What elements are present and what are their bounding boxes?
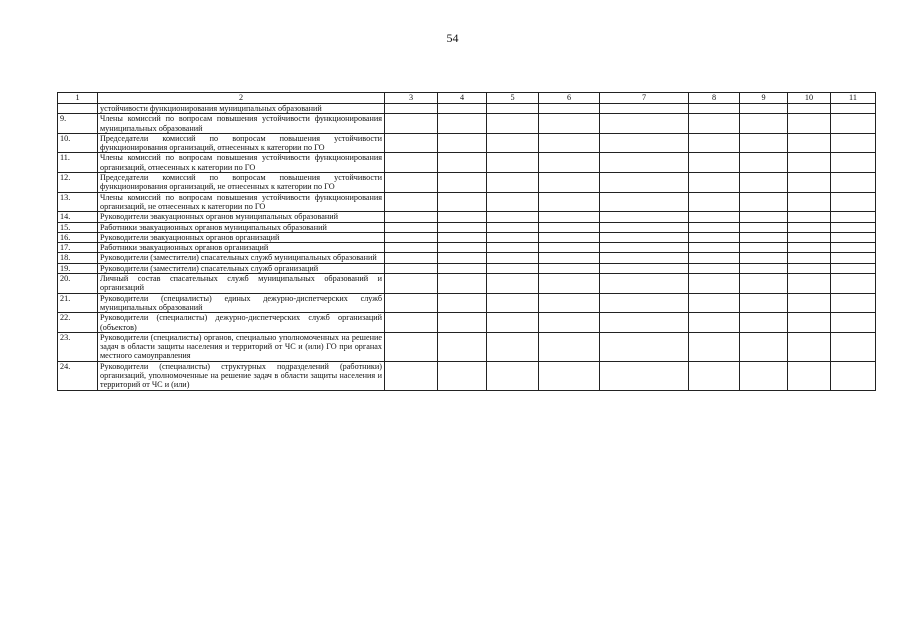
data-cell <box>600 192 689 212</box>
table-row <box>58 173 876 193</box>
header-row <box>58 93 876 104</box>
data-cell <box>487 232 539 242</box>
data-cell <box>689 253 740 263</box>
data-cell <box>487 274 539 294</box>
table-row <box>58 212 876 222</box>
data-cell <box>740 274 788 294</box>
data-cell <box>788 222 831 232</box>
data-cell <box>539 243 600 253</box>
row-number: 17. <box>58 243 98 253</box>
data-cell <box>438 232 487 242</box>
data-cell <box>740 173 788 193</box>
data-cell <box>689 361 740 390</box>
column-header: 3 <box>385 93 438 104</box>
data-cell <box>600 133 689 153</box>
table-row <box>58 293 876 313</box>
column-header: 1 <box>58 93 98 104</box>
data-cell <box>740 192 788 212</box>
data-cell <box>689 243 740 253</box>
table-row <box>58 232 876 242</box>
table-row <box>58 153 876 173</box>
table-row <box>58 361 876 390</box>
category-description: устойчивости функционирования муниципальных образований <box>98 104 385 114</box>
data-cell <box>539 313 600 333</box>
data-cell <box>487 293 539 313</box>
category-description: Руководители эвакуационных органов муниципальных образований <box>98 212 385 222</box>
data-cell <box>831 133 876 153</box>
data-cell <box>740 313 788 333</box>
category-description: Руководители (специалисты) органов, специально уполномоченных на решение задач в области защиты населения и территорий от ЧС и (или) ГО при органах местного самоуправления <box>98 332 385 361</box>
category-description: Председатели комиссий по вопросам повышения устойчивости функционирования организаций, отнесенных к категории по ГО <box>98 133 385 153</box>
data-cell <box>539 104 600 114</box>
category-description: Руководители эвакуационных органов организаций <box>98 232 385 242</box>
data-cell <box>600 313 689 333</box>
page-number: 54 <box>446 31 459 45</box>
data-cell <box>831 274 876 294</box>
data-cell <box>385 133 438 153</box>
row-number: 11. <box>58 153 98 173</box>
data-cell <box>385 232 438 242</box>
table-row <box>58 243 876 253</box>
data-cell <box>788 133 831 153</box>
data-cell <box>600 222 689 232</box>
data-cell <box>385 313 438 333</box>
data-cell <box>689 274 740 294</box>
table-row <box>58 222 876 232</box>
data-cell <box>385 173 438 193</box>
data-cell <box>831 293 876 313</box>
data-cell <box>385 222 438 232</box>
data-cell <box>831 332 876 361</box>
data-cell <box>788 104 831 114</box>
data-cell <box>438 293 487 313</box>
data-cell <box>539 274 600 294</box>
data-cell <box>740 114 788 134</box>
data-cell <box>487 173 539 193</box>
data-cell <box>487 222 539 232</box>
column-header: 8 <box>689 93 740 104</box>
data-cell <box>600 332 689 361</box>
data-cell <box>740 212 788 222</box>
data-cell <box>385 153 438 173</box>
data-cell <box>788 212 831 222</box>
table-row <box>58 274 876 294</box>
row-number: 10. <box>58 133 98 153</box>
data-cell <box>438 253 487 263</box>
data-cell <box>831 192 876 212</box>
table-row <box>58 114 876 134</box>
data-cell <box>539 153 600 173</box>
data-cell <box>689 212 740 222</box>
data-cell <box>438 173 487 193</box>
data-cell <box>600 243 689 253</box>
category-description: Члены комиссий по вопросам повышения устойчивости функционирования организаций, отнесенных к категории по ГО <box>98 153 385 173</box>
table-body <box>58 104 876 391</box>
data-cell <box>487 332 539 361</box>
data-cell <box>539 212 600 222</box>
data-cell <box>487 243 539 253</box>
data-cell <box>539 232 600 242</box>
data-cell <box>438 104 487 114</box>
data-cell <box>600 293 689 313</box>
data-cell <box>831 114 876 134</box>
data-cell <box>788 253 831 263</box>
data-cell <box>539 332 600 361</box>
data-cell <box>831 173 876 193</box>
data-cell <box>788 263 831 273</box>
data-cell <box>788 232 831 242</box>
table-row <box>58 313 876 333</box>
data-cell <box>740 232 788 242</box>
data-cell <box>385 114 438 134</box>
row-number: 23. <box>58 332 98 361</box>
data-cell <box>539 222 600 232</box>
data-cell <box>831 243 876 253</box>
data-cell <box>539 133 600 153</box>
data-cell <box>487 313 539 333</box>
row-number: 15. <box>58 222 98 232</box>
column-header: 9 <box>740 93 788 104</box>
data-cell <box>689 153 740 173</box>
category-description: Председатели комиссий по вопросам повышения устойчивости функционирования организаций, не отнесенных к категории по ГО <box>98 173 385 193</box>
row-number: 22. <box>58 313 98 333</box>
data-cell <box>385 361 438 390</box>
row-number: 16. <box>58 232 98 242</box>
data-cell <box>689 332 740 361</box>
column-header: 7 <box>600 93 689 104</box>
data-cell <box>740 263 788 273</box>
table-row <box>58 133 876 153</box>
column-header: 5 <box>487 93 539 104</box>
row-number <box>58 104 98 114</box>
data-cell <box>385 104 438 114</box>
data-cell <box>831 253 876 263</box>
data-cell <box>689 313 740 333</box>
data-cell <box>600 263 689 273</box>
data-cell <box>487 114 539 134</box>
data-cell <box>788 293 831 313</box>
row-number: 18. <box>58 253 98 263</box>
column-header: 10 <box>788 93 831 104</box>
data-cell <box>438 212 487 222</box>
data-cell <box>438 153 487 173</box>
data-cell <box>600 253 689 263</box>
category-description: Руководители (специалисты) дежурно-диспетчерских служб организаций (объектов) <box>98 313 385 333</box>
row-number: 24. <box>58 361 98 390</box>
data-cell <box>385 192 438 212</box>
data-cell <box>539 114 600 134</box>
data-cell <box>689 192 740 212</box>
data-cell <box>600 361 689 390</box>
data-cell <box>539 173 600 193</box>
data-cell <box>689 232 740 242</box>
column-header: 4 <box>438 93 487 104</box>
data-cell <box>539 293 600 313</box>
data-cell <box>831 361 876 390</box>
data-cell <box>831 263 876 273</box>
data-cell <box>689 293 740 313</box>
data-cell <box>438 243 487 253</box>
data-cell <box>831 222 876 232</box>
data-cell <box>385 274 438 294</box>
training-table <box>57 92 876 391</box>
data-cell <box>788 243 831 253</box>
row-number: 12. <box>58 173 98 193</box>
data-cell <box>438 313 487 333</box>
data-cell <box>487 361 539 390</box>
data-cell <box>740 104 788 114</box>
data-cell <box>438 114 487 134</box>
data-cell <box>385 243 438 253</box>
data-cell <box>740 361 788 390</box>
data-cell <box>831 104 876 114</box>
data-cell <box>438 361 487 390</box>
row-number: 14. <box>58 212 98 222</box>
data-cell <box>487 253 539 263</box>
data-cell <box>740 332 788 361</box>
data-cell <box>831 212 876 222</box>
category-description: Члены комиссий по вопросам повышения устойчивости функционирования организаций, не отнесенных к категории по ГО <box>98 192 385 212</box>
data-cell <box>385 263 438 273</box>
data-cell <box>788 313 831 333</box>
data-cell <box>385 332 438 361</box>
table-row <box>58 253 876 263</box>
column-header: 11 <box>831 93 876 104</box>
table-row <box>58 332 876 361</box>
data-cell <box>385 293 438 313</box>
data-cell <box>740 293 788 313</box>
data-cell <box>689 104 740 114</box>
category-description: Руководители (заместители) спасательных служб организаций <box>98 263 385 273</box>
data-cell <box>689 263 740 273</box>
data-cell <box>539 192 600 212</box>
data-cell <box>740 253 788 263</box>
data-cell <box>831 313 876 333</box>
data-cell <box>438 274 487 294</box>
data-cell <box>600 114 689 134</box>
data-cell <box>788 274 831 294</box>
data-cell <box>385 212 438 222</box>
data-cell <box>740 243 788 253</box>
data-cell <box>788 192 831 212</box>
data-cell <box>689 173 740 193</box>
data-cell <box>539 253 600 263</box>
data-cell <box>600 153 689 173</box>
data-cell <box>487 192 539 212</box>
data-cell <box>788 361 831 390</box>
category-description: Руководители (специалисты) единых дежурно-диспетчерских служб муниципальных образований <box>98 293 385 313</box>
row-number: 20. <box>58 274 98 294</box>
data-cell <box>600 173 689 193</box>
category-description: Руководители (заместители) спасательных служб муниципальных образований <box>98 253 385 263</box>
column-header: 6 <box>539 93 600 104</box>
data-cell <box>788 332 831 361</box>
data-cell <box>740 153 788 173</box>
data-cell <box>689 222 740 232</box>
category-description: Личный состав спасательных служб муниципальных образований и организаций <box>98 274 385 294</box>
data-cell <box>487 212 539 222</box>
row-number: 19. <box>58 263 98 273</box>
data-cell <box>438 222 487 232</box>
data-cell <box>788 173 831 193</box>
row-number: 21. <box>58 293 98 313</box>
data-cell <box>487 263 539 273</box>
data-cell <box>438 332 487 361</box>
data-cell <box>689 114 740 134</box>
data-cell <box>487 133 539 153</box>
data-cell <box>438 263 487 273</box>
table-row <box>58 192 876 212</box>
row-number: 13. <box>58 192 98 212</box>
data-cell <box>788 153 831 173</box>
category-description: Члены комиссий по вопросам повышения устойчивости функционирования муниципальных образований <box>98 114 385 134</box>
data-cell <box>831 153 876 173</box>
data-cell <box>788 114 831 134</box>
data-cell <box>689 133 740 153</box>
table-row <box>58 263 876 273</box>
data-cell <box>438 192 487 212</box>
data-cell <box>740 222 788 232</box>
category-description: Работники эвакуационных органов организаций <box>98 243 385 253</box>
data-cell <box>539 361 600 390</box>
data-cell <box>487 104 539 114</box>
data-cell <box>600 212 689 222</box>
data-cell <box>831 232 876 242</box>
column-header: 2 <box>98 93 385 104</box>
data-cell <box>600 104 689 114</box>
data-cell <box>385 253 438 263</box>
data-cell <box>539 263 600 273</box>
data-cell <box>438 133 487 153</box>
category-description: Работники эвакуационных органов муниципальных образований <box>98 222 385 232</box>
data-cell <box>740 133 788 153</box>
row-number: 9. <box>58 114 98 134</box>
category-description: Руководители (специалисты) структурных подразделений (работники) организаций, уполномоченные на решение задач в области защиты населения и территорий от ЧС и (или) <box>98 361 385 390</box>
data-cell <box>487 153 539 173</box>
data-cell <box>600 274 689 294</box>
data-cell <box>600 232 689 242</box>
table-row <box>58 104 876 114</box>
